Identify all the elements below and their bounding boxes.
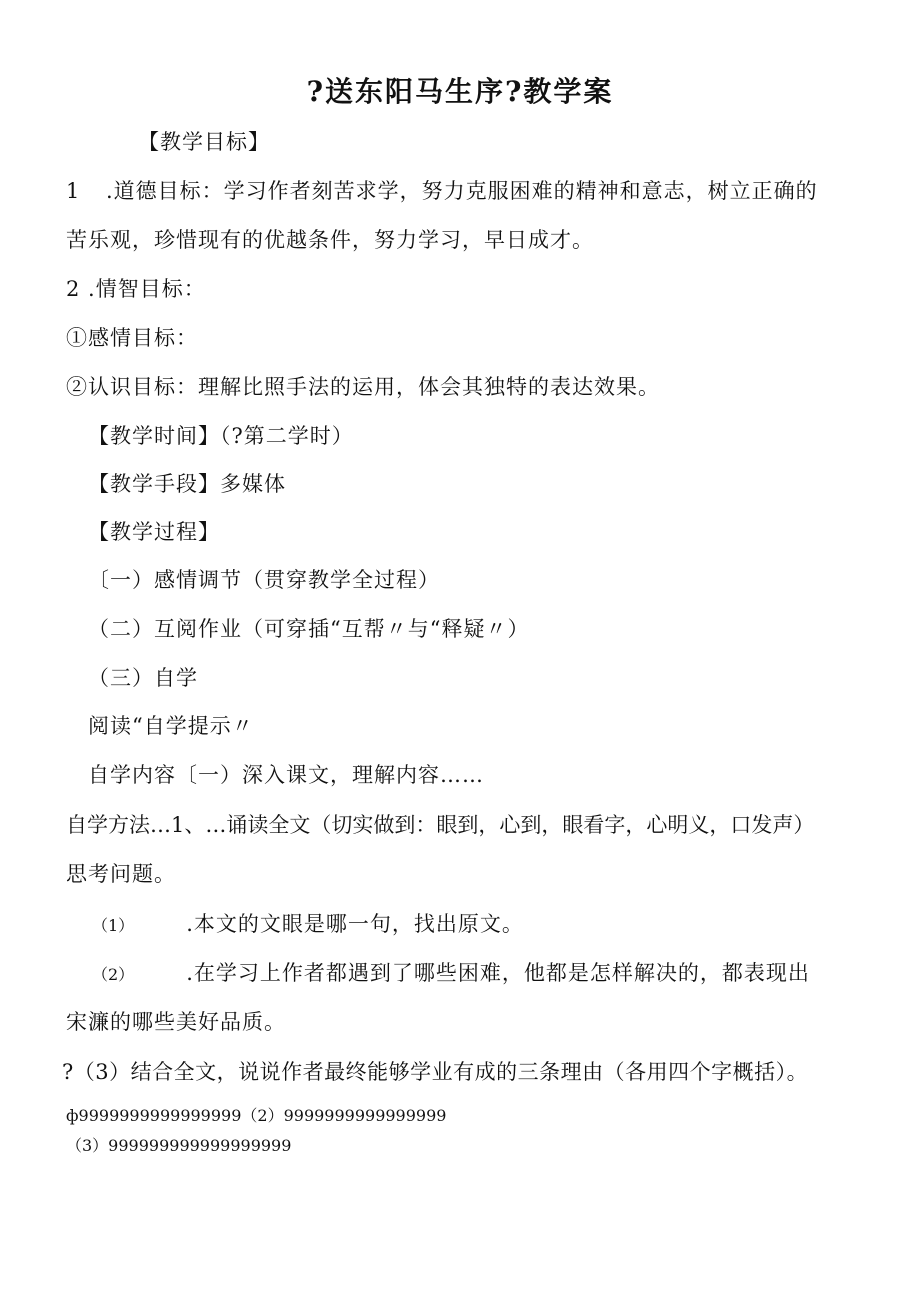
section-heading-time: 【教学时间】（?第二学时） (88, 424, 354, 448)
study-method-continuation: 思考问题。 (66, 862, 176, 886)
answer-line-2: （3）999999999999999999 (66, 1136, 292, 1155)
section-heading-process: 【教学过程】 (88, 520, 220, 544)
goal-2b-line: ②认识目标：理解比照手法的运用，体会其独特的表达效果。 (66, 375, 660, 399)
study-method-line: 自学方法…1、…诵读全文（切实做到：眼到，心到，眼看字，心明义，口发声） (66, 813, 815, 837)
answer-line-1: ф9999999999999999（2）9999999999999999 (66, 1106, 447, 1125)
goal-2a-line: ①感情目标： (66, 326, 198, 350)
question-1-line (92, 910, 524, 938)
document-title: ?送东阳马生序?教学案 (306, 75, 614, 108)
process-step-1: 〔一）感情调节（贯穿教学全过程） (88, 568, 440, 592)
question-2-number: （2） (92, 965, 135, 984)
goal-1-line (66, 177, 818, 205)
question-2-text: .在学习上作者都遇到了哪些困难，他都是怎样解决的，都表现出 (186, 961, 810, 985)
question-3-line: ?（3）结合全文，说说作者最终能够学业有成的三条理由（各用四个字概括）。 (62, 1060, 809, 1084)
goal-2-line: 2 .情智目标： (66, 277, 206, 301)
study-content-line: 自学内容〔一）深入课文，理解内容…… (88, 763, 484, 787)
goal-1-continuation: 苦乐观，珍惜现有的优越条件，努力学习，早日成才。 (66, 228, 594, 252)
question-1-text: .本文的文眼是哪一句，找出原文。 (186, 912, 524, 936)
section-heading-means: 【教学手段】多媒体 (88, 472, 286, 496)
question-2-line (92, 959, 810, 987)
section-heading-goals: 【教学目标】 (138, 130, 270, 154)
goal-1-text: .道德目标：学习作者刻苦求学，努力克服困难的精神和意志，树立正确的 (106, 179, 818, 203)
process-step-3: （三）自学 (88, 666, 198, 690)
goal-1-number: 1 (66, 179, 81, 203)
process-step-2: （二）互阅作业（可穿插“互帮〃与“释疑〃） (88, 617, 530, 641)
read-tip-line: 阅读“自学提示〃 (88, 714, 254, 738)
question-2-continuation: 宋濂的哪些美好品质。 (66, 1010, 286, 1034)
question-1-number: （1） (92, 916, 135, 935)
